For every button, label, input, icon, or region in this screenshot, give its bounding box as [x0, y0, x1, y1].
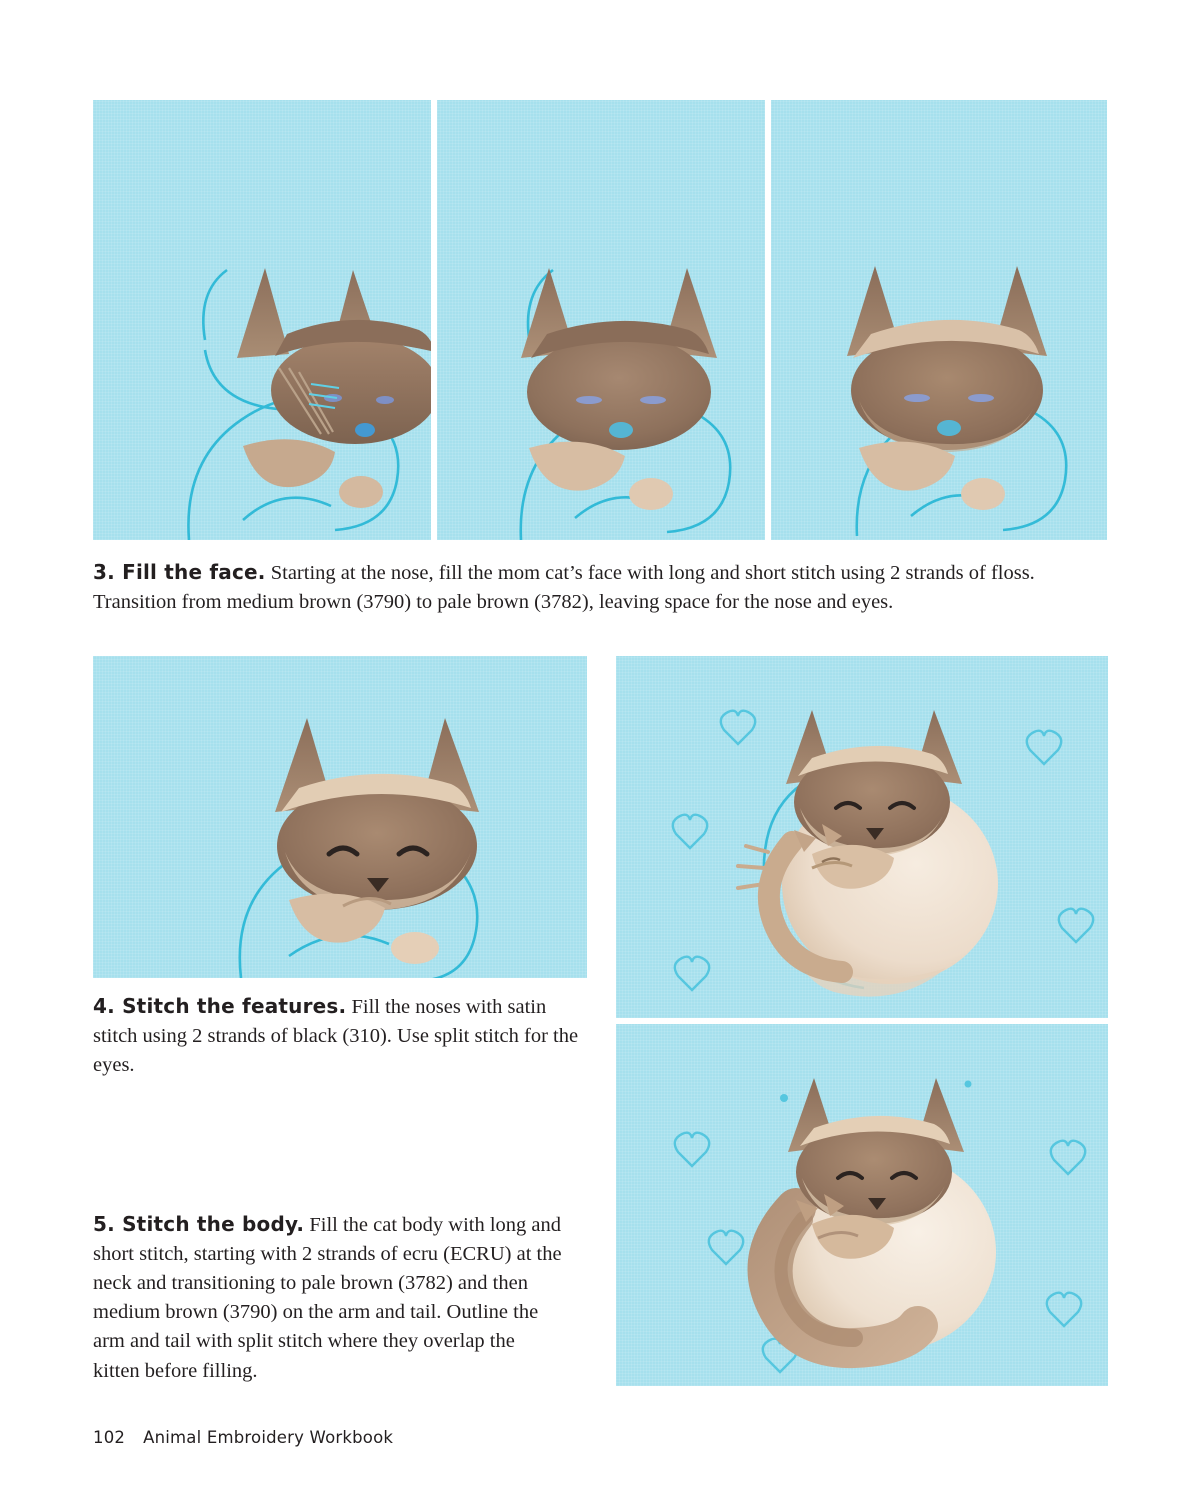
- step-4-label: 4. Stitch the features.: [93, 994, 347, 1018]
- figure-3b: [437, 100, 765, 540]
- figure-5b: [616, 1024, 1108, 1386]
- figure-5a: [616, 656, 1108, 1018]
- figure-3c-art: [771, 100, 1107, 540]
- page-footer: [93, 1428, 393, 1447]
- step-3-text: Starting at the nose, fill the mom cat’s face with long and short stitch using 2 strands of floss. Transition from medium brown (3790) to pale brown (3782), leaving space for the nose and eyes.: [93, 562, 1035, 614]
- footer-page-number: 102: [93, 1428, 126, 1447]
- figure-3a-art: [93, 100, 431, 540]
- step-5-text: Fill the cat body with long and short stitch, starting with 2 strands of ecru (ECRU) at the neck and transitioning to pale brown (3782) and then medium brown (3790) on the arm and tail. Outline the arm and tail with split stitch where they overlap the kitten before filling.: [93, 1214, 562, 1382]
- figure-3a: [93, 100, 431, 540]
- figure-5a-art: [616, 656, 1108, 1018]
- step-5-label: 5. Stitch the body.: [93, 1212, 305, 1236]
- figure-3b-art: [437, 100, 765, 540]
- figure-3c: [771, 100, 1107, 540]
- step-4-text: Fill the noses with satin stitch using 2 strands of black (310). Use split stitch for the eyes.: [93, 996, 579, 1077]
- figure-4a: [93, 656, 587, 978]
- step-3-caption: [93, 558, 1108, 617]
- figure-5b-art: [616, 1024, 1108, 1386]
- footer-book-title: Animal Embroidery Workbook: [143, 1428, 394, 1447]
- figure-4a-art: [93, 656, 587, 978]
- step-4-caption: [93, 992, 583, 1080]
- step-3-label: 3. Fill the face.: [93, 560, 266, 584]
- step-5-caption: [93, 1210, 565, 1386]
